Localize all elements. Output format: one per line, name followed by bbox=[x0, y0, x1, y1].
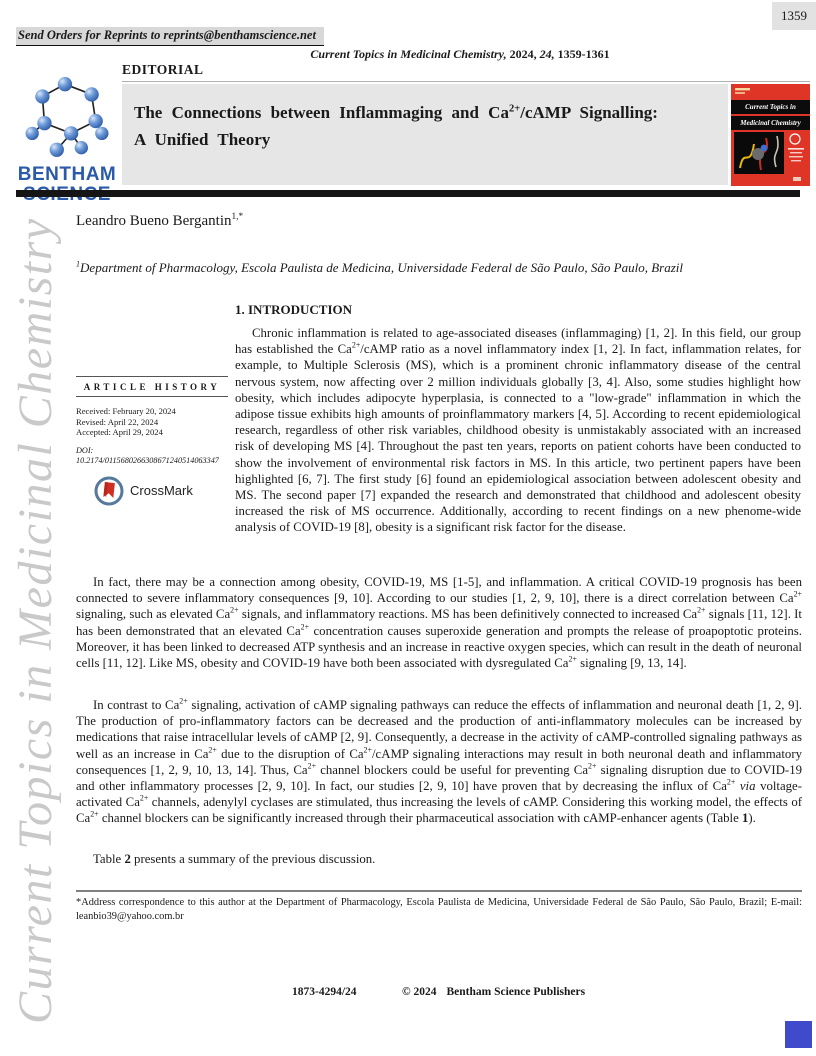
history-accepted: Accepted: April 29, 2024 bbox=[76, 427, 163, 437]
doi-label: DOI: bbox=[76, 445, 94, 455]
article-history-box bbox=[76, 376, 228, 506]
paragraph-introduction: Chronic inflammation is related to age-associated diseases (inflammaging) [1, 2]. In this field, our group has established the $Ca^{2+}$/cAMP ratio as a novel inflammatory index [1, 2]. In fact, inflammation relates, for example, to Multiple Sclerosis (MS), which is a prominent chronic inflammatory disease of the central nervous system, now affecting over 2 million individuals globally [3, 4]. Also, some studies highlight how obesity, which includes adipocyte hyperplasia, is connected to a "low-grade" inflammation in which the adipose tissue exhibits high amounts of proinflammatory markers [4, 5]. According to recent epidemiological research, regardless of other risk variables, childhood obesity is unmistakably associated with an increased risk of developing MS [4]. Throughout the past ten years, reports on patient cohorts have been conducted to show the involvement of environmental risk factors in MS. In this article, two pertinent papers have been highlighted [6, 7]. The first study [6] found an epidemiological association between adolescent obesity and MS. The second paper [7] expanded the research and demonstrated that childhood and adolescent obesity increased the risk of MS occurrence. Additionally, according to recent findings on a new phenome-wide analysis of COVID-19 [8], obesity is a significant risk factor for the disease. bbox=[235, 326, 801, 535]
reprint-notice: Send Orders for Reprints to reprints@benthamscience.net bbox=[16, 27, 324, 46]
bentham-science-logo bbox=[14, 76, 120, 205]
header-black-bar bbox=[16, 190, 800, 197]
molecule-icon bbox=[15, 76, 119, 160]
publisher-name-line1: BENTHAM bbox=[17, 164, 117, 185]
history-received: Received: February 20, 2024 bbox=[76, 406, 176, 416]
footnote-divider bbox=[76, 890, 802, 892]
page-number-badge: 1359 bbox=[772, 2, 816, 30]
history-revised: Revised: April 22, 2024 bbox=[76, 416, 159, 427]
header-divider bbox=[122, 81, 810, 82]
author-name: Leandro Bueno Bergantin$^{1,*}$ bbox=[76, 212, 244, 229]
article-title: The Connections between Inflammaging and $Ca^{2+}$/cAMP Signalling: A Unified Theory bbox=[134, 103, 658, 149]
publisher-name: Bentham Science Publishers bbox=[446, 986, 586, 998]
crossmark-label: CrossMark bbox=[130, 483, 193, 498]
page-corner-marker bbox=[785, 1021, 812, 1048]
author-affiliation: $^1$Department of Pharmacology, Escola Paulista de Medicina, Universidade Federal de São Paulo, São Paulo, Brazil bbox=[76, 259, 683, 275]
history-rule-bottom bbox=[76, 396, 228, 397]
cover-title-line2: Medicinal Chemistry bbox=[731, 116, 810, 130]
paragraph-connection: In fact, there may be a connection among obesity, COVID-19, MS [1-5], and inflammation. A critical COVID-19 prognosis has been connected to severe inflammatory consequences [9, 10]. According to our studies [1, 2, 9, 10], there is a direct correlation between $Ca^{2+}$ signaling, such as elevated $Ca^{2+}$ signals, and inflammatory reactions. MS has been definitively connected to increased $Ca^{2+}$ signals [11, 12]. It has been demonstrated that an elevated $Ca^{2+}$ concentration causes superoxide generation and prompts the release of proapoptotic proteins. Moreover, it has been linked to decreased ATP synthesis and an increase in reactive oxygen species, which can result in the death of neuronal cells [11, 12]. Like MS, obesity and COVID-19 have both been associated with dysregulated $Ca^{2+}$ signaling [9, 13, 14]. bbox=[76, 575, 802, 671]
copyright-year: © 2024 bbox=[402, 986, 437, 998]
crossmark-badge[interactable] bbox=[94, 476, 228, 506]
journal-watermark-vertical: Current Topics in Medicinal Chemistry bbox=[9, 217, 62, 1024]
correspondence-footnote: *Address correspondence to this author at the Department of Pharmacology, Escola Paulista de Medicina, Universidade Federal de São Paulo, São Paulo, Brazil; E-mail: leanbio39@yahoo.com.br bbox=[76, 897, 802, 922]
cover-title-line1: Current Topics in bbox=[731, 100, 810, 114]
journal-cover-thumbnail bbox=[731, 84, 810, 186]
journal-year: 2024, bbox=[509, 47, 537, 61]
section-heading-introduction: 1. INTRODUCTION bbox=[235, 302, 353, 317]
paragraph-camp: In contrast to $Ca^{2+}$ signaling, activation of cAMP signaling pathways can reduce the effects of inflammation and neuronal death [1, 2, 9]. The production of pro-inflammatory factors can be decreased and the production of anti-inflammatory molecules can be increased by medications that raise intracellular levels of cAMP [2, 9]. Consequently, a decrease in the activity of cAMP-controlled signaling pathways as well as an increase in $Ca^{2+}$ due to the disruption of $Ca^{2+}$/cAMP signaling interactions may result in both neuronal death and inflammatory consequences [1, 2, 9, 10, 13, 14]. Thus, $Ca^{2+}$ channel blockers could be useful for preventing $Ca^{2+}$ signaling disruption due to COVID-19 and other inflammatory processes [2, 9, 10]. In fact, our studies [2, 9, 10] have proven that by decreasing the influx of $Ca^{2+}$ via voltage-activated $Ca^{2+}$ channels, adenylyl cyclases are stimulated, thus increasing the levels of cAMP. Considering this working model, the effects of $Ca^{2+}$ channel blockers can be significantly increased through their pharmaceutical association with cAMP-enhancer agents (Table 1). bbox=[76, 696, 802, 826]
footer-issn: 1873-4294/24 bbox=[292, 986, 357, 998]
journal-citation-line bbox=[150, 47, 770, 62]
section-label: EDITORIAL bbox=[122, 62, 204, 77]
title-block bbox=[122, 84, 728, 185]
paragraph-table-note: Table 2 presents a summary of the previous discussion. bbox=[93, 852, 376, 866]
journal-pages: 1359-1361 bbox=[557, 47, 610, 61]
journal-name: Current Topics in Medicinal Chemistry, bbox=[310, 47, 507, 61]
journal-volume: 24, bbox=[539, 47, 555, 61]
footer-copyright bbox=[402, 986, 595, 998]
doi-value: 10.2174/0115680266308671240514063347 bbox=[76, 455, 219, 465]
crossmark-icon bbox=[94, 476, 124, 506]
article-history-heading: ARTICLE HISTORY bbox=[83, 382, 221, 392]
